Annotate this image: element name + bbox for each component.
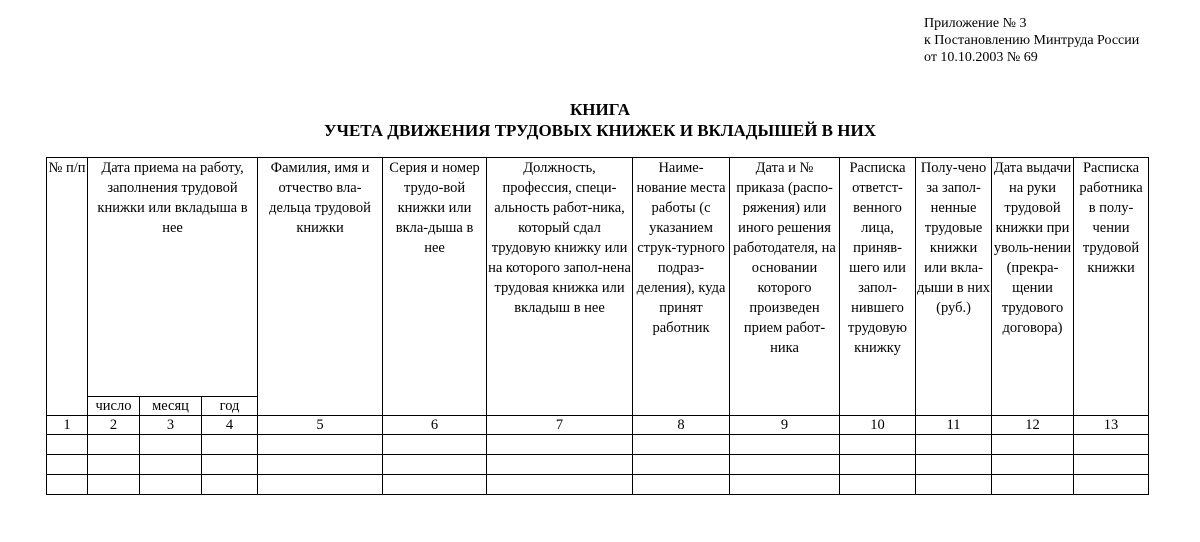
column-number: 7 — [487, 416, 633, 435]
empty-cell[interactable] — [383, 455, 487, 475]
empty-cell[interactable] — [88, 435, 140, 455]
column-number: 12 — [992, 416, 1074, 435]
subheader-day: число — [88, 397, 140, 416]
empty-cell[interactable] — [88, 475, 140, 495]
empty-cell[interactable] — [730, 475, 840, 495]
empty-cell[interactable] — [840, 475, 916, 495]
empty-cell[interactable] — [1074, 475, 1149, 495]
empty-cell[interactable] — [258, 435, 383, 455]
header-col-12: Дата выдачи на руки трудовой книжки при уволь-нении (прекра-щении трудового договора) — [992, 158, 1074, 416]
empty-cell[interactable] — [383, 435, 487, 455]
table-row — [47, 435, 1149, 455]
column-number: 13 — [1074, 416, 1149, 435]
header-col-11: Полу-чено за запол-ненные трудовые книжки или вкла-дыши в них (руб.) — [916, 158, 992, 416]
empty-cell[interactable] — [202, 475, 258, 495]
header-col-8: Наиме-нование места работы (с указанием струк-турного подраз-деления), куда принят работник — [633, 158, 730, 416]
subheader-year: год — [202, 397, 258, 416]
header-col-5: Фамилия, имя и отчество вла-дельца трудовой книжки — [258, 158, 383, 416]
empty-cell[interactable] — [1074, 435, 1149, 455]
empty-cell[interactable] — [633, 455, 730, 475]
empty-cell[interactable] — [487, 455, 633, 475]
appendix-line-3: от 10.10.2003 № 69 — [924, 50, 1038, 65]
empty-cell[interactable] — [992, 475, 1074, 495]
empty-cell[interactable] — [1074, 455, 1149, 475]
document-title: КНИГА — [569, 100, 630, 119]
empty-cell[interactable] — [258, 455, 383, 475]
header-col-10: Расписка ответст-венного лица, приняв-шего или запол-нившего трудовую книжку — [840, 158, 916, 416]
header-col-2-4: Дата приема на работу, заполнения трудовой книжки или вкладыша в нее — [88, 158, 258, 397]
header-col-7: Должность, профессия, специ-альность работ-ника, который сдал трудовую книжку или на которого запол-нена трудовая книжка или вкладыш в нее — [487, 158, 633, 416]
column-number: 4 — [202, 416, 258, 435]
header-col-6: Серия и номер трудо-вой книжки или вкла-дыша в нее — [383, 158, 487, 416]
table-row — [47, 475, 1149, 495]
subheader-month: месяц — [140, 397, 202, 416]
header-col-9: Дата и № приказа (распо-ряжения) или иного решения работодателя, на основании которого произведен прием работ-ника — [730, 158, 840, 416]
empty-cell[interactable] — [916, 475, 992, 495]
empty-cell[interactable] — [47, 435, 88, 455]
header-col-1: № п/п — [47, 158, 88, 416]
empty-cell[interactable] — [202, 435, 258, 455]
empty-cell[interactable] — [202, 455, 258, 475]
column-number-row — [47, 416, 1149, 435]
empty-cell[interactable] — [487, 475, 633, 495]
column-number: 8 — [633, 416, 730, 435]
table-row — [47, 455, 1149, 475]
empty-cell[interactable] — [140, 455, 202, 475]
header-col-13: Расписка работника в полу-чении трудовой книжки — [1074, 158, 1149, 416]
column-number: 2 — [88, 416, 140, 435]
empty-cell[interactable] — [487, 435, 633, 455]
empty-cell[interactable] — [992, 435, 1074, 455]
empty-cell[interactable] — [992, 455, 1074, 475]
column-number: 3 — [140, 416, 202, 435]
column-number: 5 — [258, 416, 383, 435]
column-number: 11 — [916, 416, 992, 435]
column-number: 9 — [730, 416, 840, 435]
appendix-note — [924, 15, 1139, 66]
empty-cell[interactable] — [730, 455, 840, 475]
empty-cell[interactable] — [633, 435, 730, 455]
column-number: 1 — [47, 416, 88, 435]
empty-cell[interactable] — [840, 455, 916, 475]
appendix-line-2: к Постановлению Минтруда России — [924, 33, 1140, 48]
document-subtitle: УЧЕТА ДВИЖЕНИЯ ТРУДОВЫХ КНИЖЕК И ВКЛАДЫШЕЙ В НИХ — [324, 121, 876, 140]
empty-cell[interactable] — [88, 455, 140, 475]
column-number: 6 — [383, 416, 487, 435]
empty-cell[interactable] — [383, 475, 487, 495]
empty-cell[interactable] — [916, 435, 992, 455]
empty-cell[interactable] — [730, 435, 840, 455]
empty-cell[interactable] — [258, 475, 383, 495]
empty-cell[interactable] — [916, 455, 992, 475]
empty-cell[interactable] — [140, 475, 202, 495]
empty-cell[interactable] — [140, 435, 202, 455]
empty-cell[interactable] — [47, 475, 88, 495]
register-table — [46, 157, 1149, 495]
appendix-line-1: Приложение № 3 — [924, 16, 1027, 31]
column-number: 10 — [840, 416, 916, 435]
empty-cell[interactable] — [840, 435, 916, 455]
empty-cell[interactable] — [47, 455, 88, 475]
header-row — [47, 158, 1149, 397]
empty-cell[interactable] — [633, 475, 730, 495]
